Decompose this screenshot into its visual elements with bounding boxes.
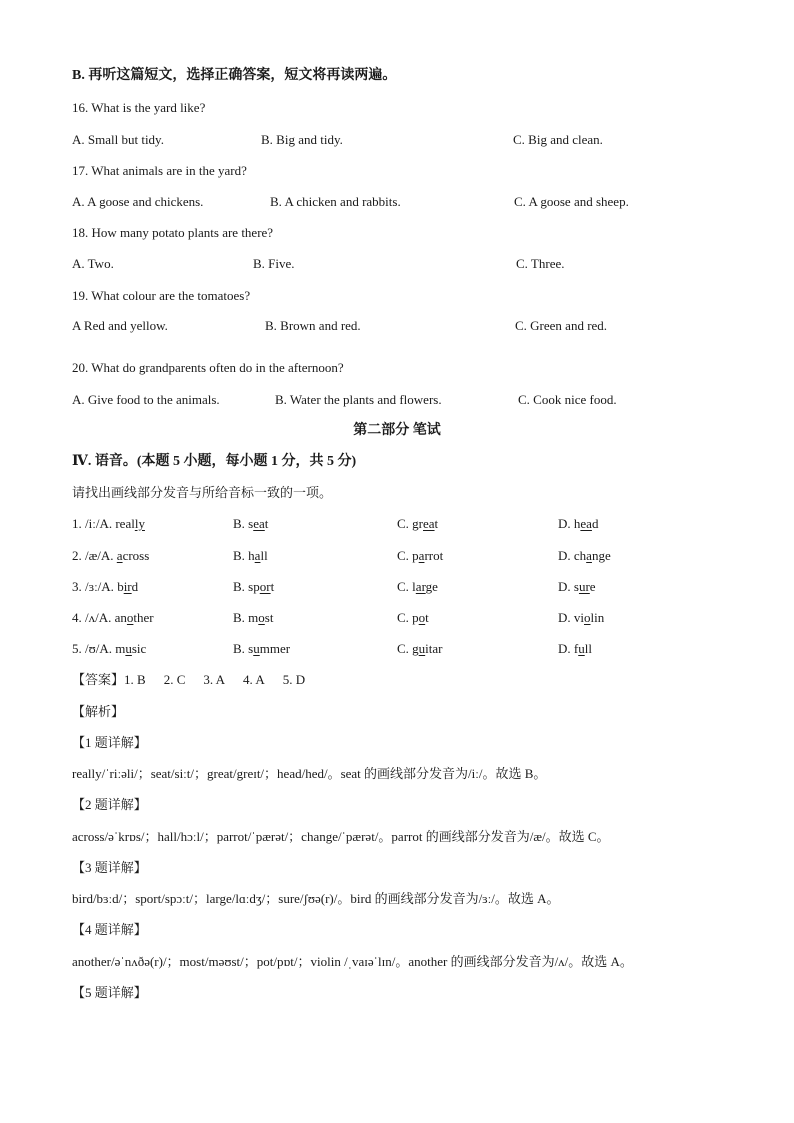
question-19: 19. What colour are the tomatoes? (72, 288, 251, 303)
phonics-3-option-d (558, 579, 596, 595)
q19-option-a: A Red and yellow. (72, 318, 168, 333)
underlined-letters: o (418, 610, 426, 625)
answer-line (72, 672, 323, 688)
phonics-symbol: 3. /ɜː/A. (72, 579, 118, 594)
answer-item: 4. A (243, 672, 265, 687)
q16-option-a: A. Small but tidy. (72, 132, 164, 147)
q16-option-c: C. Big and clean. (513, 132, 603, 147)
q17-option-c: C. A goose and sheep. (514, 194, 629, 209)
word-part: B. s (233, 641, 254, 656)
underlined-letters: ly (134, 516, 145, 531)
underlined-letters: ea (580, 516, 592, 531)
word-part: t (264, 516, 269, 531)
phonics-symbol: 2. /æ/A. (72, 548, 117, 563)
phonics-1-option-b (233, 516, 268, 532)
phonics-2-option-b (233, 548, 268, 564)
detail-text-4: another/əˈnʌðə(r)/；most/məʊst/；pot/pɒt/；violin /ˌvaɪəˈlɪn/。another 的画线部分发音为/ʌ/。故选 A。 (72, 954, 633, 969)
detail-title-1: 【1 题详解】 (72, 735, 147, 750)
phonics-symbol: 5. /ʊ/A. (72, 641, 116, 656)
answer-item: 5. D (282, 672, 306, 687)
detail-text-1: really/ˈriːəli/；seat/siːt/；great/greɪt/；head/hed/。seat 的画线部分发音为/iː/。故选 B。 (72, 766, 547, 781)
q16-option-b: B. Big and tidy. (261, 132, 343, 147)
underlined-letters: a (254, 548, 261, 563)
underlined-letters: ir (123, 579, 132, 594)
q17-option-b: B. A chicken and rabbits. (270, 194, 401, 209)
phonics-4-option-d (558, 610, 604, 626)
q20-option-c: C. Cook nice food. (518, 392, 617, 407)
underlined-letters: u (253, 641, 260, 656)
word-part: d (591, 516, 599, 531)
phonics-5-option-a (72, 641, 146, 657)
underlined-letters: u (578, 641, 585, 656)
phonics-5-option-c (397, 641, 443, 657)
underlined-letters: ea (423, 516, 435, 531)
word-part: B. m (233, 610, 259, 625)
phonics-1-option-d (558, 516, 598, 532)
word-part: B. s (233, 516, 254, 531)
phonics-5-option-d (558, 641, 592, 657)
word-part: C. gr (397, 516, 423, 531)
word-part: B. sp (233, 579, 260, 594)
word-part: D. vi (558, 610, 584, 625)
underlined-letters: o (584, 610, 591, 625)
q19-option-b: B. Brown and red. (265, 318, 361, 333)
underlined-letters: ea (253, 516, 265, 531)
q19-option-c: C. Green and red. (515, 318, 608, 333)
word-part: cross (122, 548, 150, 563)
word-part: D. ch (558, 548, 587, 563)
phonics-1-option-a (72, 516, 145, 532)
word-part: D. h (558, 516, 581, 531)
word-part: d (131, 579, 139, 594)
section-iv-heading: Ⅳ. 语音。(本题 5 小题，每小题 1 分，共 5 分) (72, 454, 357, 469)
word-part: m (115, 641, 126, 656)
q17-option-a: A. A goose and chickens. (72, 194, 204, 209)
underlined-letters: or (259, 579, 271, 594)
phonics-4-option-a (72, 610, 154, 626)
detail-title-5: 【5 题详解】 (72, 985, 147, 1000)
question-16: 16. What is the yard like? (72, 100, 206, 115)
answer-item: 3. A (203, 672, 226, 687)
word-part: t (425, 610, 429, 625)
word-part: rrot (424, 548, 444, 563)
phonics-2-option-c (397, 548, 443, 564)
detail-title-2: 【2 题详解】 (72, 797, 147, 812)
word-part: D. f (558, 641, 579, 656)
word-part: t (434, 516, 439, 531)
word-part: lin (590, 610, 605, 625)
q18-option-b: B. Five. (253, 256, 295, 271)
phonics-3-option-b (233, 579, 274, 595)
phonics-2-option-d (558, 548, 611, 564)
q18-option-a: A. Two. (72, 256, 114, 271)
detail-title-3: 【3 题详解】 (72, 860, 147, 875)
question-17: 17. What animals are in the yard? (72, 163, 247, 178)
section-iv-instruction: 请找出画线部分发音与所给音标一致的一项。 (72, 485, 333, 500)
word-part: sic (131, 641, 147, 656)
question-18: 18. How many potato plants are there? (72, 225, 274, 240)
underlined-letters: u (418, 641, 426, 656)
phonics-5-option-b (233, 641, 290, 657)
q18-option-c: C. Three. (516, 256, 565, 271)
phonics-symbol: 4. /ʌ/A. (72, 610, 115, 625)
answer-item: 2. C (163, 672, 186, 687)
word-part: B. h (233, 548, 255, 563)
word-part: ther (133, 610, 154, 625)
phonics-3-option-c (397, 579, 438, 595)
q20-option-a: A. Give food to the animals. (72, 392, 220, 407)
underlined-letters: a (418, 548, 425, 563)
word-part: ll (584, 641, 592, 656)
word-part: an (114, 610, 127, 625)
word-part: itar (425, 641, 443, 656)
part-two-title: 第二部分 笔试 (353, 423, 441, 438)
phonics-4-option-c (397, 610, 429, 626)
analysis-label: 【解析】 (72, 704, 125, 719)
underlined-letters: o (258, 610, 265, 625)
underlined-letters: a (586, 548, 592, 563)
detail-title-4: 【4 题详解】 (72, 922, 147, 937)
word-part: mmer (259, 641, 291, 656)
phonics-2-option-a (72, 548, 149, 564)
word-part: nge (591, 548, 611, 563)
underlined-letters: a (116, 548, 123, 563)
section-b-heading: B. 再听这篇短文，选择正确答案，短文将再读两遍。 (72, 68, 397, 83)
underlined-letters: o (126, 610, 134, 625)
phonics-4-option-b (233, 610, 273, 626)
word-part: ge (425, 579, 438, 594)
word-part: b (117, 579, 124, 594)
underlined-letters: ur (578, 579, 590, 594)
word-part: D. s (558, 579, 579, 594)
answer-item: 1. B (124, 672, 146, 687)
phonics-1-option-c (397, 516, 438, 532)
word-part: C. p (397, 548, 419, 563)
word-part: C. g (397, 641, 419, 656)
underlined-letters: ar (415, 579, 426, 594)
answer-label: 【答案】 (72, 672, 125, 687)
detail-text-3: bird/bɜːd/；sport/spɔːt/；large/lɑːdʒ/；sure/ʃʊə(r)/。bird 的画线部分发音为/ɜː/。故选 A。 (72, 891, 560, 906)
word-part: ll (260, 548, 268, 563)
underlined-letters: u (125, 641, 132, 656)
detail-text-2: across/əˈkrɒs/；hall/hɔːl/；parrot/ˈpærət/；change/ˈpærət/。parrot 的画线部分发音为/æ/。故选 C。 (72, 829, 610, 844)
word-part: e (589, 579, 596, 594)
question-20: 20. What do grandparents often do in the afternoon? (72, 360, 344, 375)
word-part: C. p (397, 610, 419, 625)
phonics-3-option-a (72, 579, 138, 595)
word-part: st (264, 610, 274, 625)
q20-option-b: B. Water the plants and flowers. (275, 392, 442, 407)
word-part: C. l (397, 579, 416, 594)
word-part: t (270, 579, 275, 594)
word-part: real (115, 516, 135, 531)
phonics-symbol: 1. /iː/A. (72, 516, 116, 531)
